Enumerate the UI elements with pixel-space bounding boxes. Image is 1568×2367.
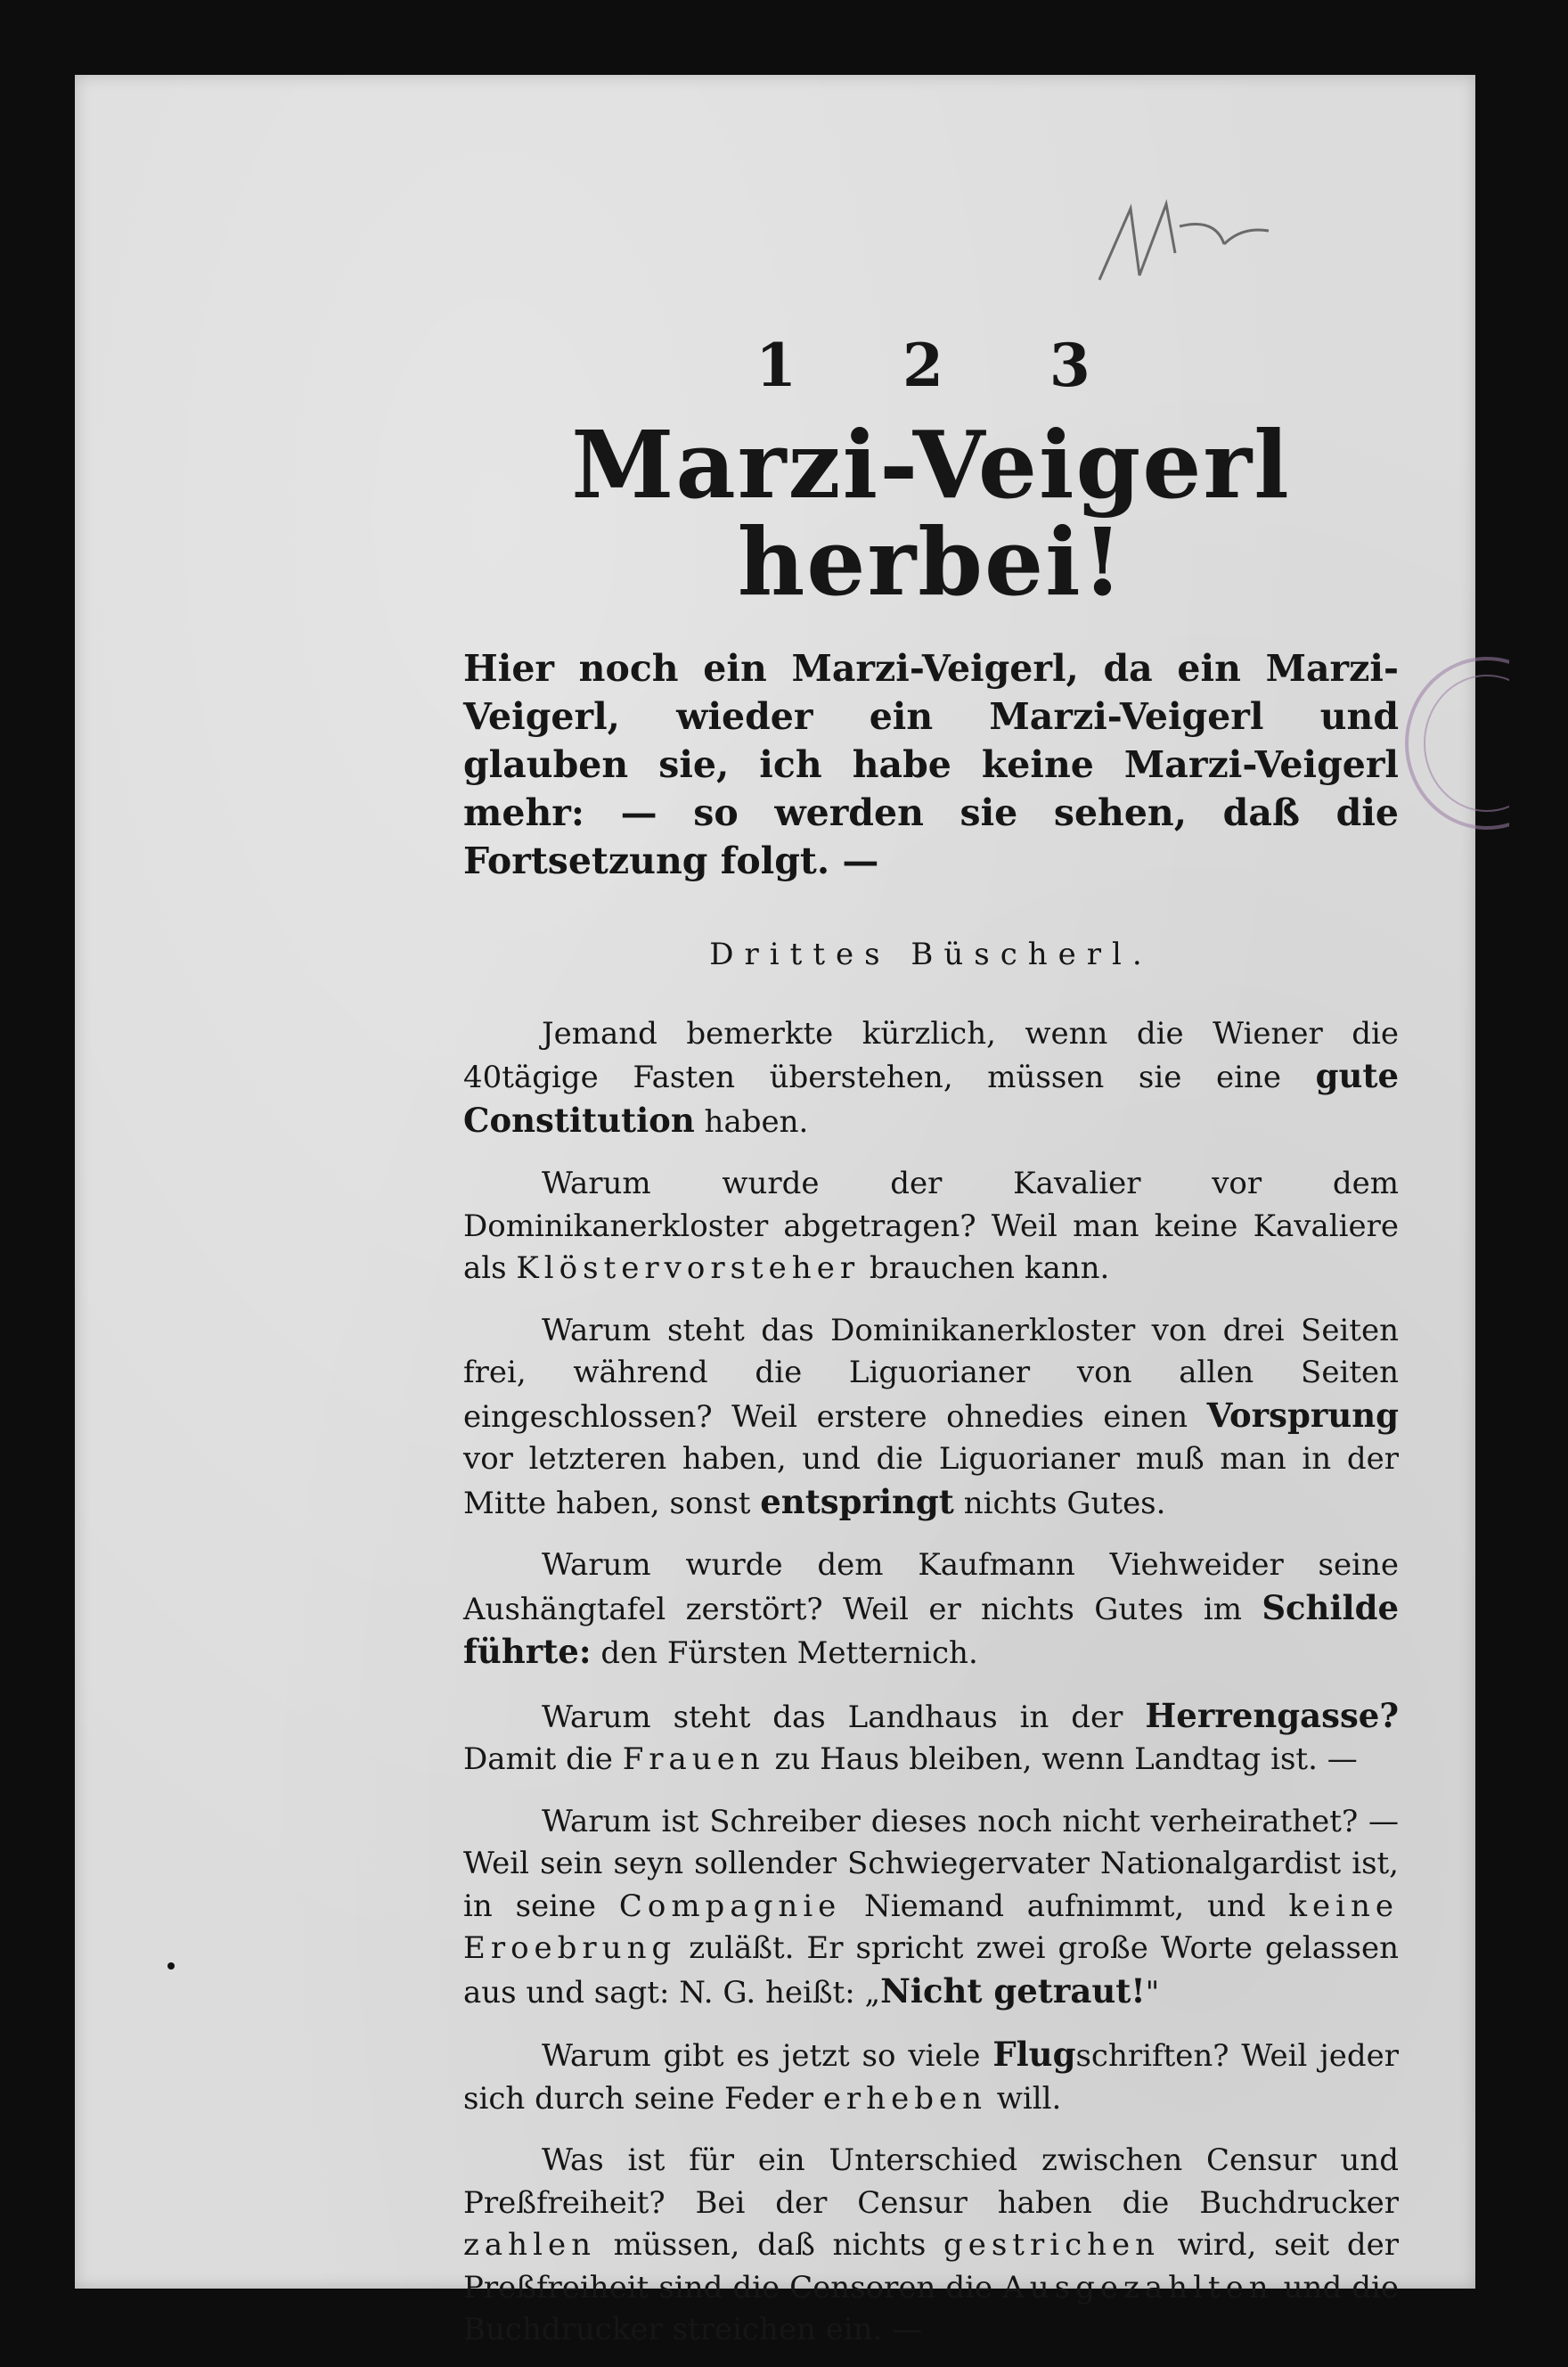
paragraph-3: Warum steht das Dominikanerkloster von drei Seiten frei, während die Liguorianer von allen Seiten eingeschlossen? Weil erstere ohnedies einen Vorsprung vor letzteren haben, und die Liguorianer muß man in der Mitte haben, sonst entspringt nichts Gutes. [463,1312,1399,1521]
paragraph-7: Warum gibt es jetzt so viele Flugschriften? Weil jeder sich durch seine Feder erheben will. [463,2035,1400,2117]
paragraph-4: Warum wurde dem Kaufmann Viehweider seine Aushängtafel zerstört? Weil er nichts Gutes im Schilde führte: den Fürsten Metternich. [463,1547,1399,1672]
intro-paragraph: Hier noch ein Marzi-Veigerl, da ein Marzi-Veigerl, wieder ein Marzi-Veigerl und glauben sie, ich habe keine Marzi-Veigerl mehr: — so werden sie sehen, daß die Fortsetzung folgt. — [463,646,1399,882]
ink-dot [167,1962,175,1970]
paragraph-8: Was ist für ein Unterschied zwischen Censur und Preßfreiheit? Bei der Censur haben die Buchdrucker zahlen müssen, daß nichts gestrichen wird, seit der Preßfreiheit sind die Censoren die Ausgezahlten und die Buchdrucker streichen ein. — [463,2142,1399,2348]
paragraph-6: Warum ist Schreiber dieses noch nicht verheirathet? — Weil sein seyn sollender Schwiegervater Nationalgardist ist, in seine Compagnie Niemand aufnimmt, und keine Eroebrung zuläßt. Er spricht zwei große Worte gelassen aus und sagt: N. G. heißt: „Nicht getraut!" [463,1803,1399,2011]
paper-sheet [75,75,1475,2348]
pencil-annotation [1090,191,1278,289]
library-stamp [1402,654,1509,832]
paragraph-2: Warum wurde der Kavalier vor dem Dominikanerkloster abgetragen? Weil man keine Kavaliere als Klöstervorsteher brauchen kann. [463,1166,1399,1287]
subtitle: Drittes Büscherl. [709,936,1153,972]
paragraph-5: Warum steht das Landhaus in der Herrengasse? Damit die Frauen zu Haus bleiben, wenn Landtag ist. — [463,1695,1399,1778]
issue-number: 1 2 3 [755,331,1133,400]
paragraph-1: Jemand bemerkte kürzlich, wenn die Wiener die 40tägige Fasten überstehen, müssen sie eine gute Constitution haben. [463,1015,1399,1140]
document-body [463,333,1399,2367]
page-title: Marzi-Veigerl herbei! [571,409,1291,617]
